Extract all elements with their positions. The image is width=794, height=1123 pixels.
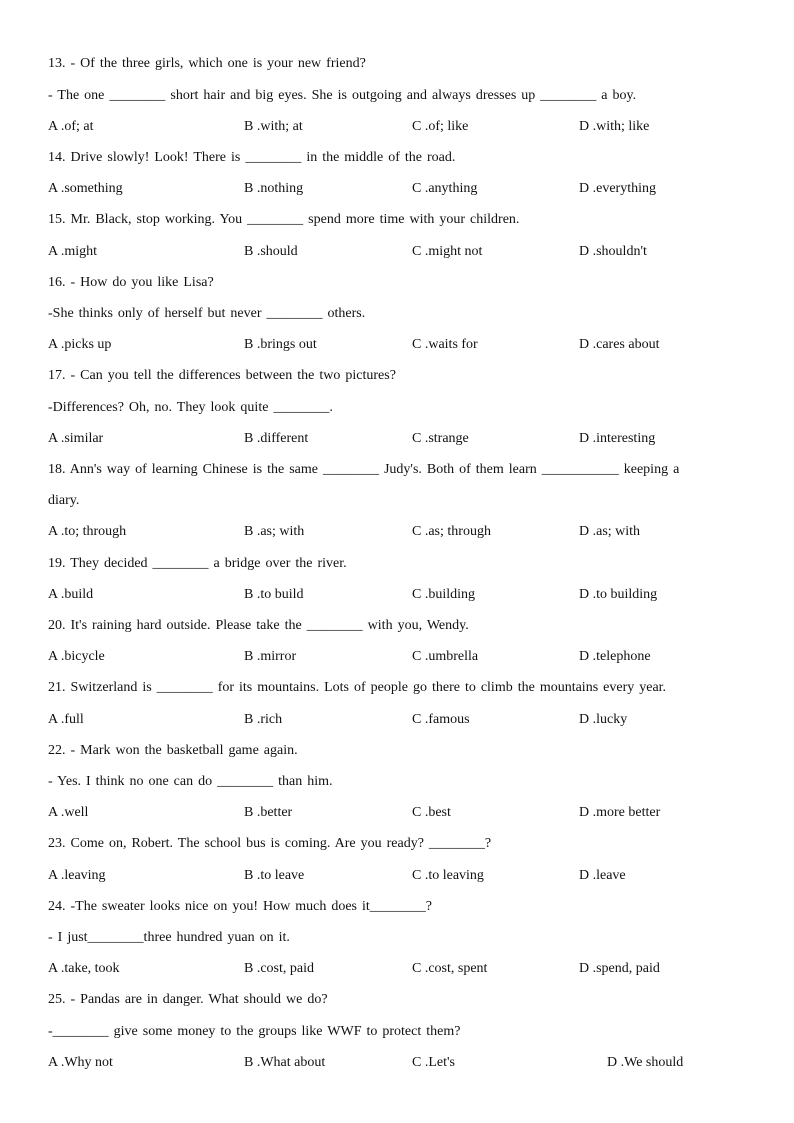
q20-option-c[interactable]: C .umbrella: [412, 649, 479, 664]
q23-option-d[interactable]: D .leave: [579, 868, 626, 883]
q25-option-d[interactable]: D .We should: [607, 1055, 684, 1070]
question-17-options: [48, 430, 754, 448]
question-14-options: [48, 180, 754, 198]
q17-option-a[interactable]: A .similar: [48, 431, 104, 446]
q25-option-c[interactable]: C .Let's: [412, 1055, 455, 1070]
q13-option-a[interactable]: A .of; at: [48, 119, 94, 134]
question-25-text: 25. - Pandas are in danger. What should we do?: [48, 992, 328, 1007]
q21-option-b[interactable]: B .rich: [244, 712, 283, 727]
question-15-text: 15. Mr. Black, stop working. You ________ spend more time with your children.: [48, 212, 520, 227]
question-18-continuation: diary.: [48, 493, 80, 508]
q23-option-c[interactable]: C .to leaving: [412, 868, 484, 883]
q22-option-a[interactable]: A .well: [48, 805, 89, 820]
q24-option-b[interactable]: B .cost, paid: [244, 961, 314, 976]
q20-option-d[interactable]: D .telephone: [579, 649, 651, 664]
q23-option-a[interactable]: A .leaving: [48, 868, 106, 883]
question-21-options: [48, 711, 754, 729]
q25-option-a[interactable]: A .Why not: [48, 1055, 113, 1070]
q13-option-d[interactable]: D .with; like: [579, 119, 650, 134]
q16-option-b[interactable]: B .brings out: [244, 337, 317, 352]
q19-option-d[interactable]: D .to building: [579, 587, 658, 602]
question-19-options: [48, 586, 754, 604]
q19-option-a[interactable]: A .build: [48, 587, 94, 602]
q14-option-c[interactable]: C .anything: [412, 181, 478, 196]
q17-option-c[interactable]: C .strange: [412, 431, 469, 446]
q13-option-b[interactable]: B .with; at: [244, 119, 303, 134]
q18-option-c[interactable]: C .as; through: [412, 524, 491, 539]
question-16-answer-line: -She thinks only of herself but never ________ others.: [48, 306, 366, 321]
q18-option-a[interactable]: A .to; through: [48, 524, 127, 539]
q15-option-d[interactable]: D .shouldn't: [579, 244, 647, 259]
question-15-options: [48, 243, 754, 261]
q14-option-d[interactable]: D .everything: [579, 181, 656, 196]
question-22-text: 22. - Mark won the basketball game again.: [48, 743, 298, 758]
q23-option-b[interactable]: B .to leave: [244, 868, 305, 883]
q15-option-c[interactable]: C .might not: [412, 244, 483, 259]
q16-option-a[interactable]: A .picks up: [48, 337, 112, 352]
question-17-text: 17. - Can you tell the differences between the two pictures?: [48, 368, 396, 383]
q20-option-a[interactable]: A .bicycle: [48, 649, 105, 664]
q16-option-c[interactable]: C .waits for: [412, 337, 478, 352]
question-23-text: 23. Come on, Robert. The school bus is coming. Are you ready? ________?: [48, 836, 492, 851]
q17-option-b[interactable]: B .different: [244, 431, 309, 446]
q22-option-d[interactable]: D .more better: [579, 805, 661, 820]
question-22-answer-line: - Yes. I think no one can do ________ than him.: [48, 774, 333, 789]
q20-option-b[interactable]: B .mirror: [244, 649, 297, 664]
q19-option-b[interactable]: B .to build: [244, 587, 304, 602]
question-16-text: 16. - How do you like Lisa?: [48, 275, 214, 290]
q16-option-d[interactable]: D .cares about: [579, 337, 660, 352]
q21-option-d[interactable]: D .lucky: [579, 712, 628, 727]
q21-option-a[interactable]: A .full: [48, 712, 84, 727]
question-25-options: [48, 1054, 754, 1072]
question-21-text: 21. Switzerland is ________ for its mountains. Lots of people go there to climb the mountains every year.: [48, 680, 667, 695]
q22-option-c[interactable]: C .best: [412, 805, 451, 820]
q24-option-d[interactable]: D .spend, paid: [579, 961, 660, 976]
q15-option-b[interactable]: B .should: [244, 244, 298, 259]
q21-option-c[interactable]: C .famous: [412, 712, 470, 727]
question-20-text: 20. It's raining hard outside. Please take the ________ with you, Wendy.: [48, 618, 469, 633]
q19-option-c[interactable]: C .building: [412, 587, 476, 602]
question-16-options: [48, 336, 754, 354]
question-23-options: [48, 867, 754, 885]
q17-option-d[interactable]: D .interesting: [579, 431, 656, 446]
question-13-options: [48, 118, 754, 136]
q13-option-c[interactable]: C .of; like: [412, 119, 469, 134]
question-14-text: 14. Drive slowly! Look! There is ________ in the middle of the road.: [48, 150, 456, 165]
q18-option-b[interactable]: B .as; with: [244, 524, 305, 539]
question-19-text: 19. They decided ________ a bridge over the river.: [48, 556, 347, 571]
q18-option-d[interactable]: D .as; with: [579, 524, 641, 539]
q14-option-a[interactable]: A .something: [48, 181, 123, 196]
question-18-text: 18. Ann's way of learning Chinese is the same ________ Judy's. Both of them learn ___________ keeping a: [48, 462, 680, 477]
question-24-text: 24. -The sweater looks nice on you! How much does it________?: [48, 899, 432, 914]
question-18-options: [48, 523, 754, 541]
q24-option-c[interactable]: C .cost, spent: [412, 961, 488, 976]
q24-option-a[interactable]: A .take, took: [48, 961, 120, 976]
question-17-answer-line: -Differences? Oh, no. They look quite ________.: [48, 400, 333, 415]
q15-option-a[interactable]: A .might: [48, 244, 98, 259]
q22-option-b[interactable]: B .better: [244, 805, 293, 820]
question-24-answer-line: - I just________three hundred yuan on it.: [48, 930, 290, 945]
q25-option-b[interactable]: B .What about: [244, 1055, 326, 1070]
question-25-answer-line: -________ give some money to the groups like WWF to protect them?: [48, 1024, 461, 1039]
question-24-options: [48, 960, 754, 978]
question-22-options: [48, 804, 754, 822]
question-20-options: [48, 648, 754, 666]
question-13-answer-line: - The one ________ short hair and big eyes. She is outgoing and always dresses up ________ a boy.: [48, 88, 637, 103]
question-13-text: 13. - Of the three girls, which one is your new friend?: [48, 56, 366, 71]
q14-option-b[interactable]: B .nothing: [244, 181, 304, 196]
